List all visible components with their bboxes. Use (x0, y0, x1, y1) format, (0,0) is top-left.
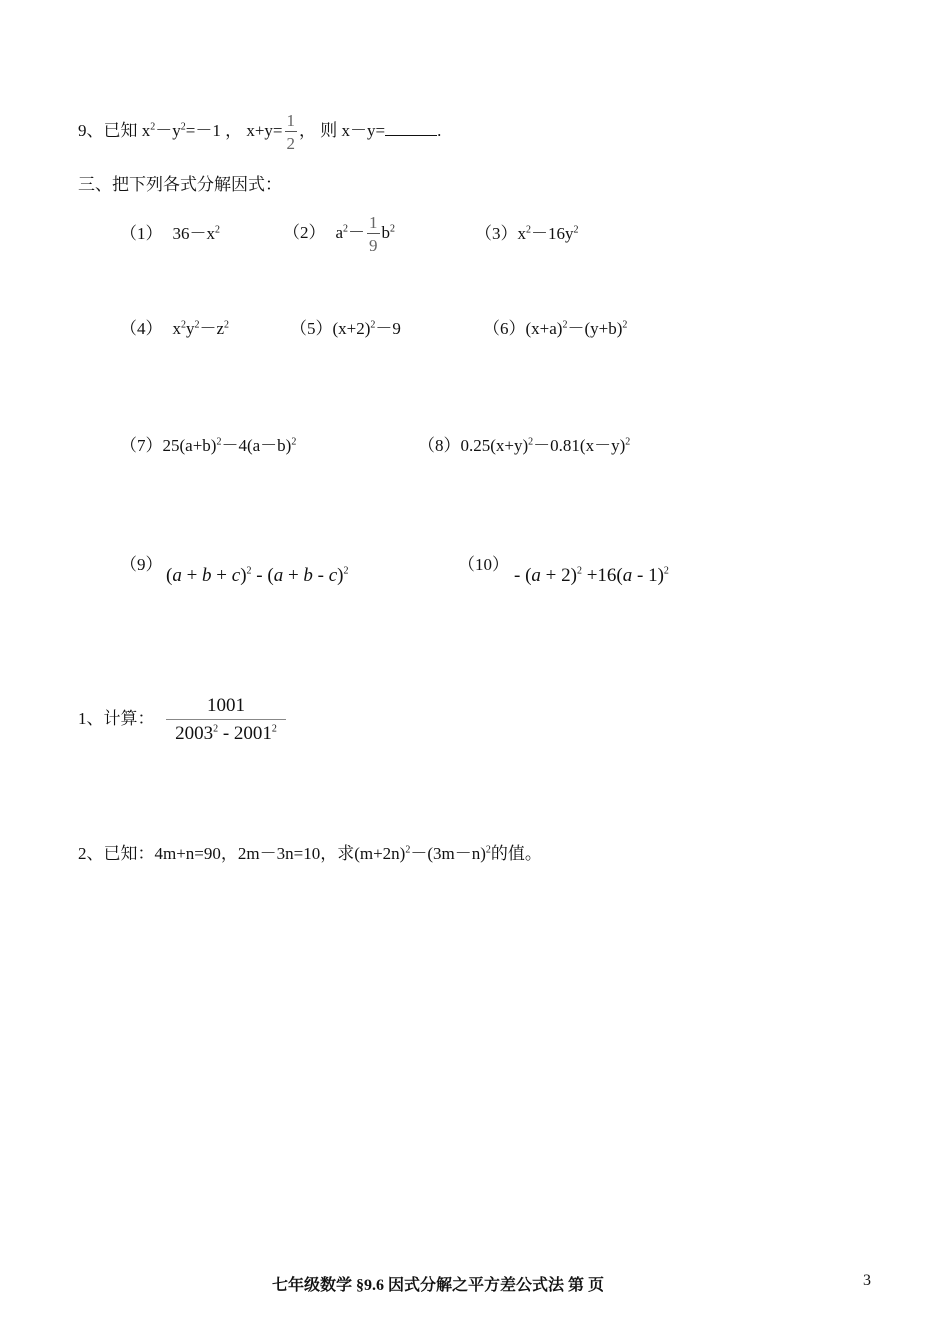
section-3-title: 三、把下列各式分解因式： (78, 175, 282, 194)
item-10-label: （10） (458, 555, 509, 574)
fraction-one-ninth: $\frac{1}{9}$ (369, 213, 378, 255)
calc-denominator: 2003$^2$ - 2001$^2$ (166, 719, 286, 743)
fraction-one-half: $\frac{1}{2}$ (286, 111, 296, 153)
question-9: 9、已知 $x^2-y^2=-1$ ， x+y= $\frac{1}{2}$ ， 则 x－y= . (78, 111, 442, 153)
answer-blank[interactable] (385, 121, 437, 136)
calc-label: 1、计算： (78, 709, 155, 728)
page-number: 3 (863, 1272, 871, 1289)
item-8: $(8)0.25(x+y)^2-0.81(x-y)^2$ (418, 436, 631, 455)
question-2: 2、已知：4m+n=90，2m－3n=10，求$(m+2n)^2-(3m-n)^2$的值。 (78, 844, 542, 863)
item-7: $(7)25(a+b)^2-4(a-b)^2$ (120, 436, 297, 455)
item-10-expression: - $(a + 2)^2 +16(a - 1)^2$ (514, 565, 669, 586)
item-2: （2） $a^2-$ $\frac{1}{9}$ $b^2$ (283, 213, 396, 255)
item-6: $(6)(x+a)^2-(y+b)^2$ (483, 319, 628, 338)
footer-title: 七年级数学 §9.6 因式分解之平方差公式法 第 页 (272, 1277, 605, 1294)
item-1: （1） $36-x^2$ (120, 224, 220, 243)
calc-fraction (166, 696, 286, 743)
item-9-expression: $(a + b + c)^2 - (a + b - c)^2$ (166, 565, 349, 586)
item-5: $(5)(x+2)^2-9$ (290, 319, 401, 338)
item-3: $(3)x^2-16y^2$ (475, 224, 579, 243)
item-4: （4） $x^2y^2-z^2$ (120, 319, 230, 338)
calc-numerator: 1001 (207, 695, 245, 716)
item-9-label: （9） (120, 555, 163, 574)
